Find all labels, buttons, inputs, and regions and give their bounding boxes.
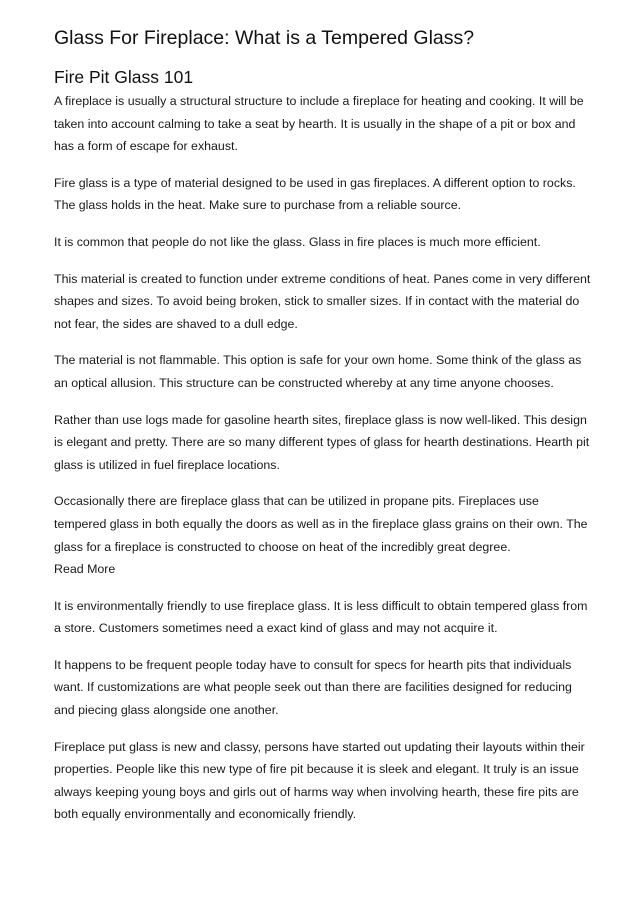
read-more-link[interactable]: Read More — [54, 562, 116, 577]
paragraph-7: Occasionally there are fireplace glass that can be utilized in propane pits. Fireplaces use tempered glass in both equally the doors as well as in the fireplace glass grains on their own. The glass for a fireplace is constructed to choose on heat of the incredibly great degree. — [54, 494, 588, 554]
paragraph-2: Fire glass is a type of material designed to be used in gas fireplaces. A different option to rocks. The glass holds in the heat. Make sure to purchase from a reliable source. — [54, 175, 576, 213]
paragraph-9: It happens to be frequent people today have to consult for specs for hearth pits that individuals want. If customizations are what people seek out than there are facilities designed for reducing and piecing glass alongside one another. — [54, 657, 572, 718]
paragraph-10: Fireplace put glass is new and classy, persons have started out updating their layouts within their properties. People like this new type of fire pit because it is sleek and elegant. It truly is an issue always keeping young boys and girls out of harms way when involving hearth, these fire pits are both equally environmentally and economically friendly. — [54, 739, 585, 822]
paragraph-6: Rather than use logs made for gasoline hearth sites, fireplace glass is now well-liked. This design is elegant and pretty. There are so many different types of glass for hearth destinations. Hearth pit glass is utilized in fuel fireplace locations. — [54, 412, 590, 472]
paragraph-5: The material is not flammable. This option is safe for your own home. Some think of the glass as an optical allusion. This structure can be constructed whereby at any time anyone chooses. — [54, 353, 582, 390]
paragraph-1: A fireplace is usually a structural structure to include a fireplace for heating and cooking. It will be taken into account calming to take a seat by hearth. It is usually in the shape of a pit or box and has a form of escape for exhaust. — [54, 94, 584, 154]
paragraph-4: This material is created to function under extreme conditions of heat. Panes come in very different shapes and sizes. To avoid being broken, stick to smaller sizes. If in contact with the material do not fear, the sides are shaved to a dull edge. — [54, 271, 591, 331]
paragraph-8: It is environmentally friendly to use fireplace glass. It is less difficult to obtain tempered glass from a store. Customers sometimes need a exact kind of glass and may not acquire it. — [54, 598, 588, 636]
paragraph-7-block — [54, 490, 594, 580]
page-title: Glass For Fireplace: What is a Tempered Glass? — [54, 27, 475, 49]
paragraph-3: It is common that people do not like the glass. Glass in fire places is much more efficient. — [54, 234, 541, 249]
document-page — [54, 26, 594, 840]
section-heading: Fire Pit Glass 101 — [54, 67, 194, 87]
